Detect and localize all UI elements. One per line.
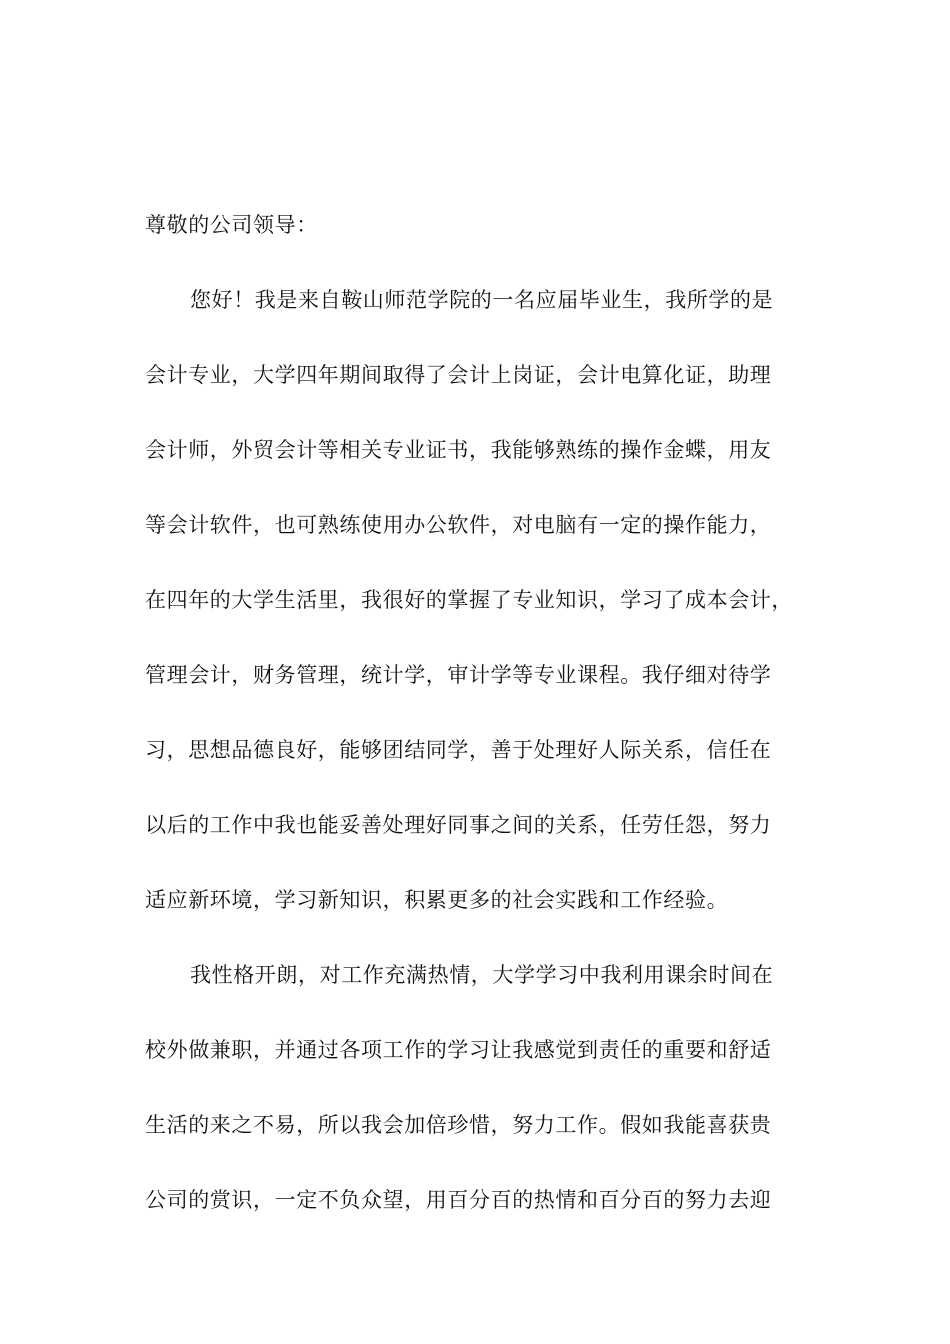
- paragraph-line: 公司的赏识，一定不负众望，用百分百的热情和百分百的努力去迎: [145, 1188, 772, 1212]
- paragraph-line: 管理会计，财务管理，统计学，审计学等专业课程。我仔细对待学: [145, 663, 772, 687]
- paragraph-line: 您好！我是来自鞍山师范学院的一名应届毕业生，我所学的是: [190, 288, 774, 312]
- paragraph-line: 以后的工作中我也能妥善处理好同事之间的关系，任劳任怨，努力: [145, 813, 772, 837]
- paragraph-line: 等会计软件，也可熟练使用办公软件，对电脑有一定的操作能力，: [145, 513, 772, 537]
- paragraph-line: 适应新环境，学习新知识，积累更多的社会实践和工作经验。: [145, 888, 729, 912]
- letter-body: [145, 188, 845, 1238]
- paragraph-line: 会计专业，大学四年期间取得了会计上岗证，会计电算化证，助理: [145, 363, 772, 387]
- paragraph-line: 校外做兼职，并通过各项工作的学习让我感觉到责任的重要和舒适: [145, 1038, 772, 1062]
- paragraph-2: [145, 938, 845, 1238]
- paragraph-line: 会计师，外贸会计等相关专业证书，我能够熟练的操作金蝶，用友: [145, 438, 772, 462]
- paragraph-line: 习，思想品德良好，能够团结同学，善于处理好人际关系，信任在: [145, 738, 772, 762]
- paragraph-1: [145, 263, 845, 938]
- paragraph-line: 生活的来之不易，所以我会加倍珍惜，努力工作。假如我能喜获贵: [145, 1113, 772, 1137]
- paragraph-line: 在四年的大学生活里，我很好的掌握了专业知识，学习了成本会计，: [145, 588, 793, 612]
- salutation: 尊敬的公司领导：: [145, 213, 318, 237]
- paragraph-line: 我性格开朗，对工作充满热情，大学学习中我利用课余时间在: [190, 963, 774, 987]
